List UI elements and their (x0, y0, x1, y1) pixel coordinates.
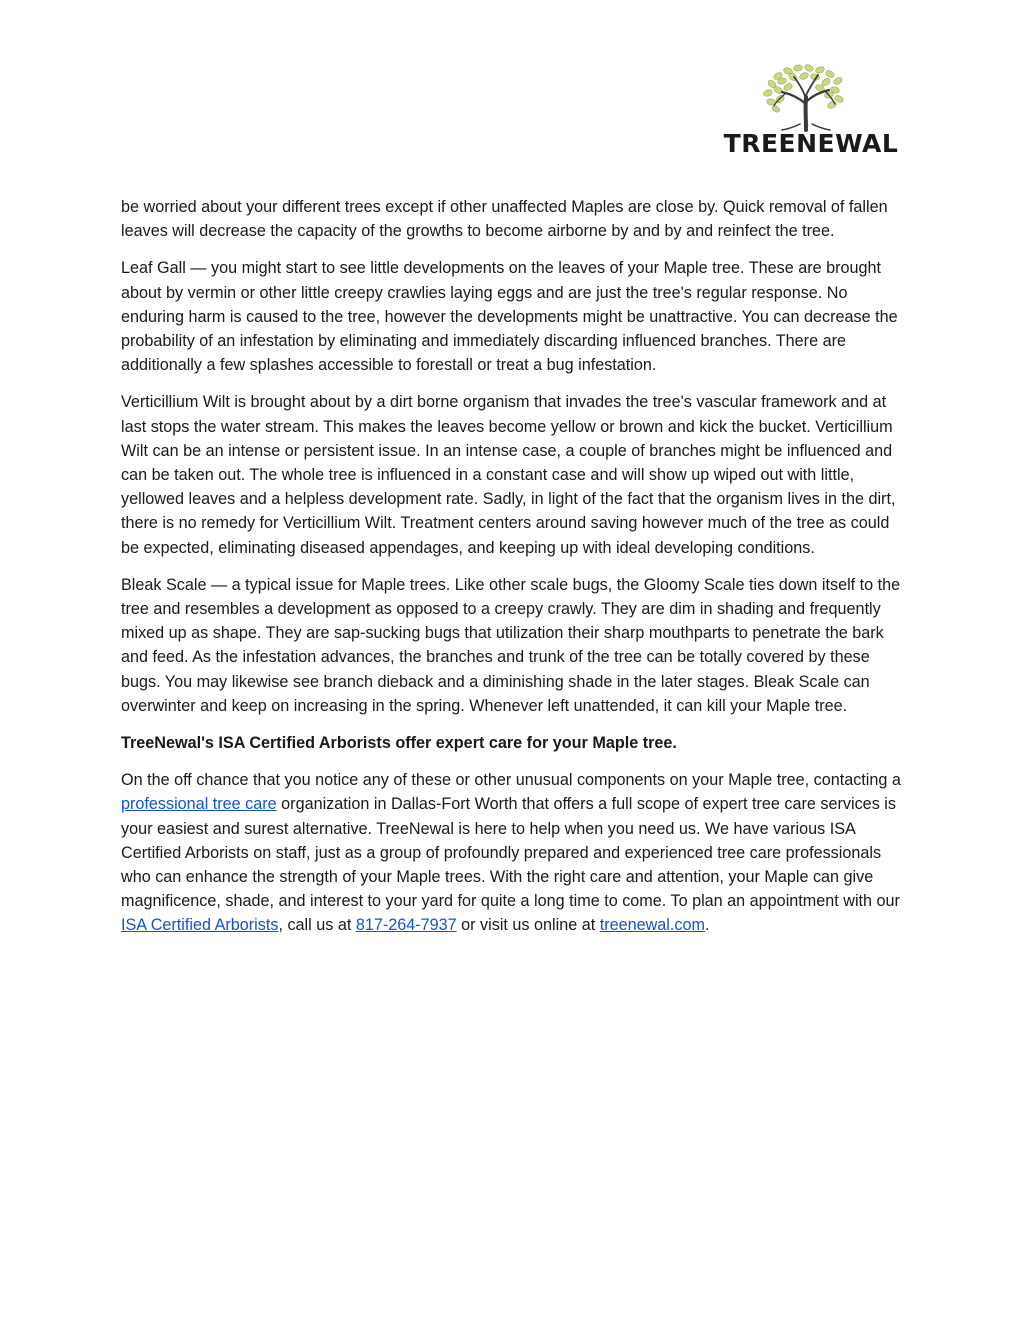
logo-wordmark: TREENEWAL (723, 129, 899, 158)
contact-text-2: organization in Dallas-Fort Worth that offers a full scope of expert tree care services is your easiest and surest alternative. TreeNewal is here to help when you need us. We have various ISA Certified Arborists on staff, just as a group of profoundly prepared and experienced tree care professionals who can enhance the strength of your Maple trees. With the right care and attention, your Maple can give magnificence, shade, and interest to your yard for quite a long time to come. To plan an appointment with our (121, 795, 900, 911)
paragraph-verticillium-wilt: Verticillium Wilt is brought about by a dirt borne organism that invades the tree's vascular framework and at last stops the water stream. This makes the leaves become yellow or brown and kick the bucket. Verticillium Wilt can be an intense or persistent issue. In an intense case, a couple of branches might be influenced and can be taken out. The whole tree is influenced in a constant case and will show up wiped out with little, yellowed leaves and a helpless development rate. Sadly, in light of the fact that the organism lives in the dirt, there is no remedy for Verticillium Wilt. Treatment centers around saving however much of the tree as could be expected, eliminating diseased appendages, and keeping up with ideal developing conditions. (121, 393, 896, 557)
paragraph-contact (121, 768, 905, 937)
paragraph-fallen-leaves: be worried about your different trees except if other unaffected Maples are close by. Quick removal of fallen leaves will decrease the capacity of the growths to become airborne by and by and reinfect the tree. (121, 198, 888, 241)
contact-text-1: On the off chance that you notice any of these or other unusual components on your Maple tree, contacting a (121, 771, 901, 790)
contact-text-4: or visit us online at (456, 916, 600, 935)
treenewal-logo (716, 62, 906, 168)
paragraph-leaf-gall: Leaf Gall — you might start to see little developments on the leaves of your Maple tree. These are brought about by vermin or other little creepy crawlies laying eggs and are just the tree's regular response. No enduring harm is caused to the tree, however the developments might be unattractive. You can decrease the probability of an infestation by eliminating and immediately discarding influenced branches. There are additionally a few splashes accessible to forestall or treat a bug infestation. (121, 259, 898, 375)
isa-certified-arborists-link[interactable]: ISA Certified Arborists (121, 916, 279, 935)
paragraph-bleak-scale: Bleak Scale — a typical issue for Maple trees. Like other scale bugs, the Gloomy Scale ties down itself to the tree and resembles a development as opposed to a creepy crawly. They are dim in shading and frequently mixed up as shape. They are sap-sucking bugs that utilization their sharp mouthparts to penetrate the bark and feed. As the infestation advances, the branches and trunk of the tree can be totally covered by these bugs. You may likewise see branch dieback and a diminishing shade in the later stages. Bleak Scale can overwinter and keep on increasing in the spring. Whenever left unattended, it can kill your Maple tree. (121, 575, 901, 715)
section-heading: TreeNewal's ISA Certified Arborists offer expert care for your Maple tree. (121, 734, 677, 753)
contact-text-5: . (704, 916, 710, 935)
website-link[interactable]: treenewal.com (599, 916, 705, 935)
document-body (121, 195, 905, 951)
contact-text-3: , call us at (278, 916, 356, 935)
phone-link[interactable]: 817-264-7937 (355, 916, 457, 935)
professional-tree-care-link[interactable]: professional tree care (121, 795, 277, 814)
tree-logo-icon (716, 62, 906, 168)
